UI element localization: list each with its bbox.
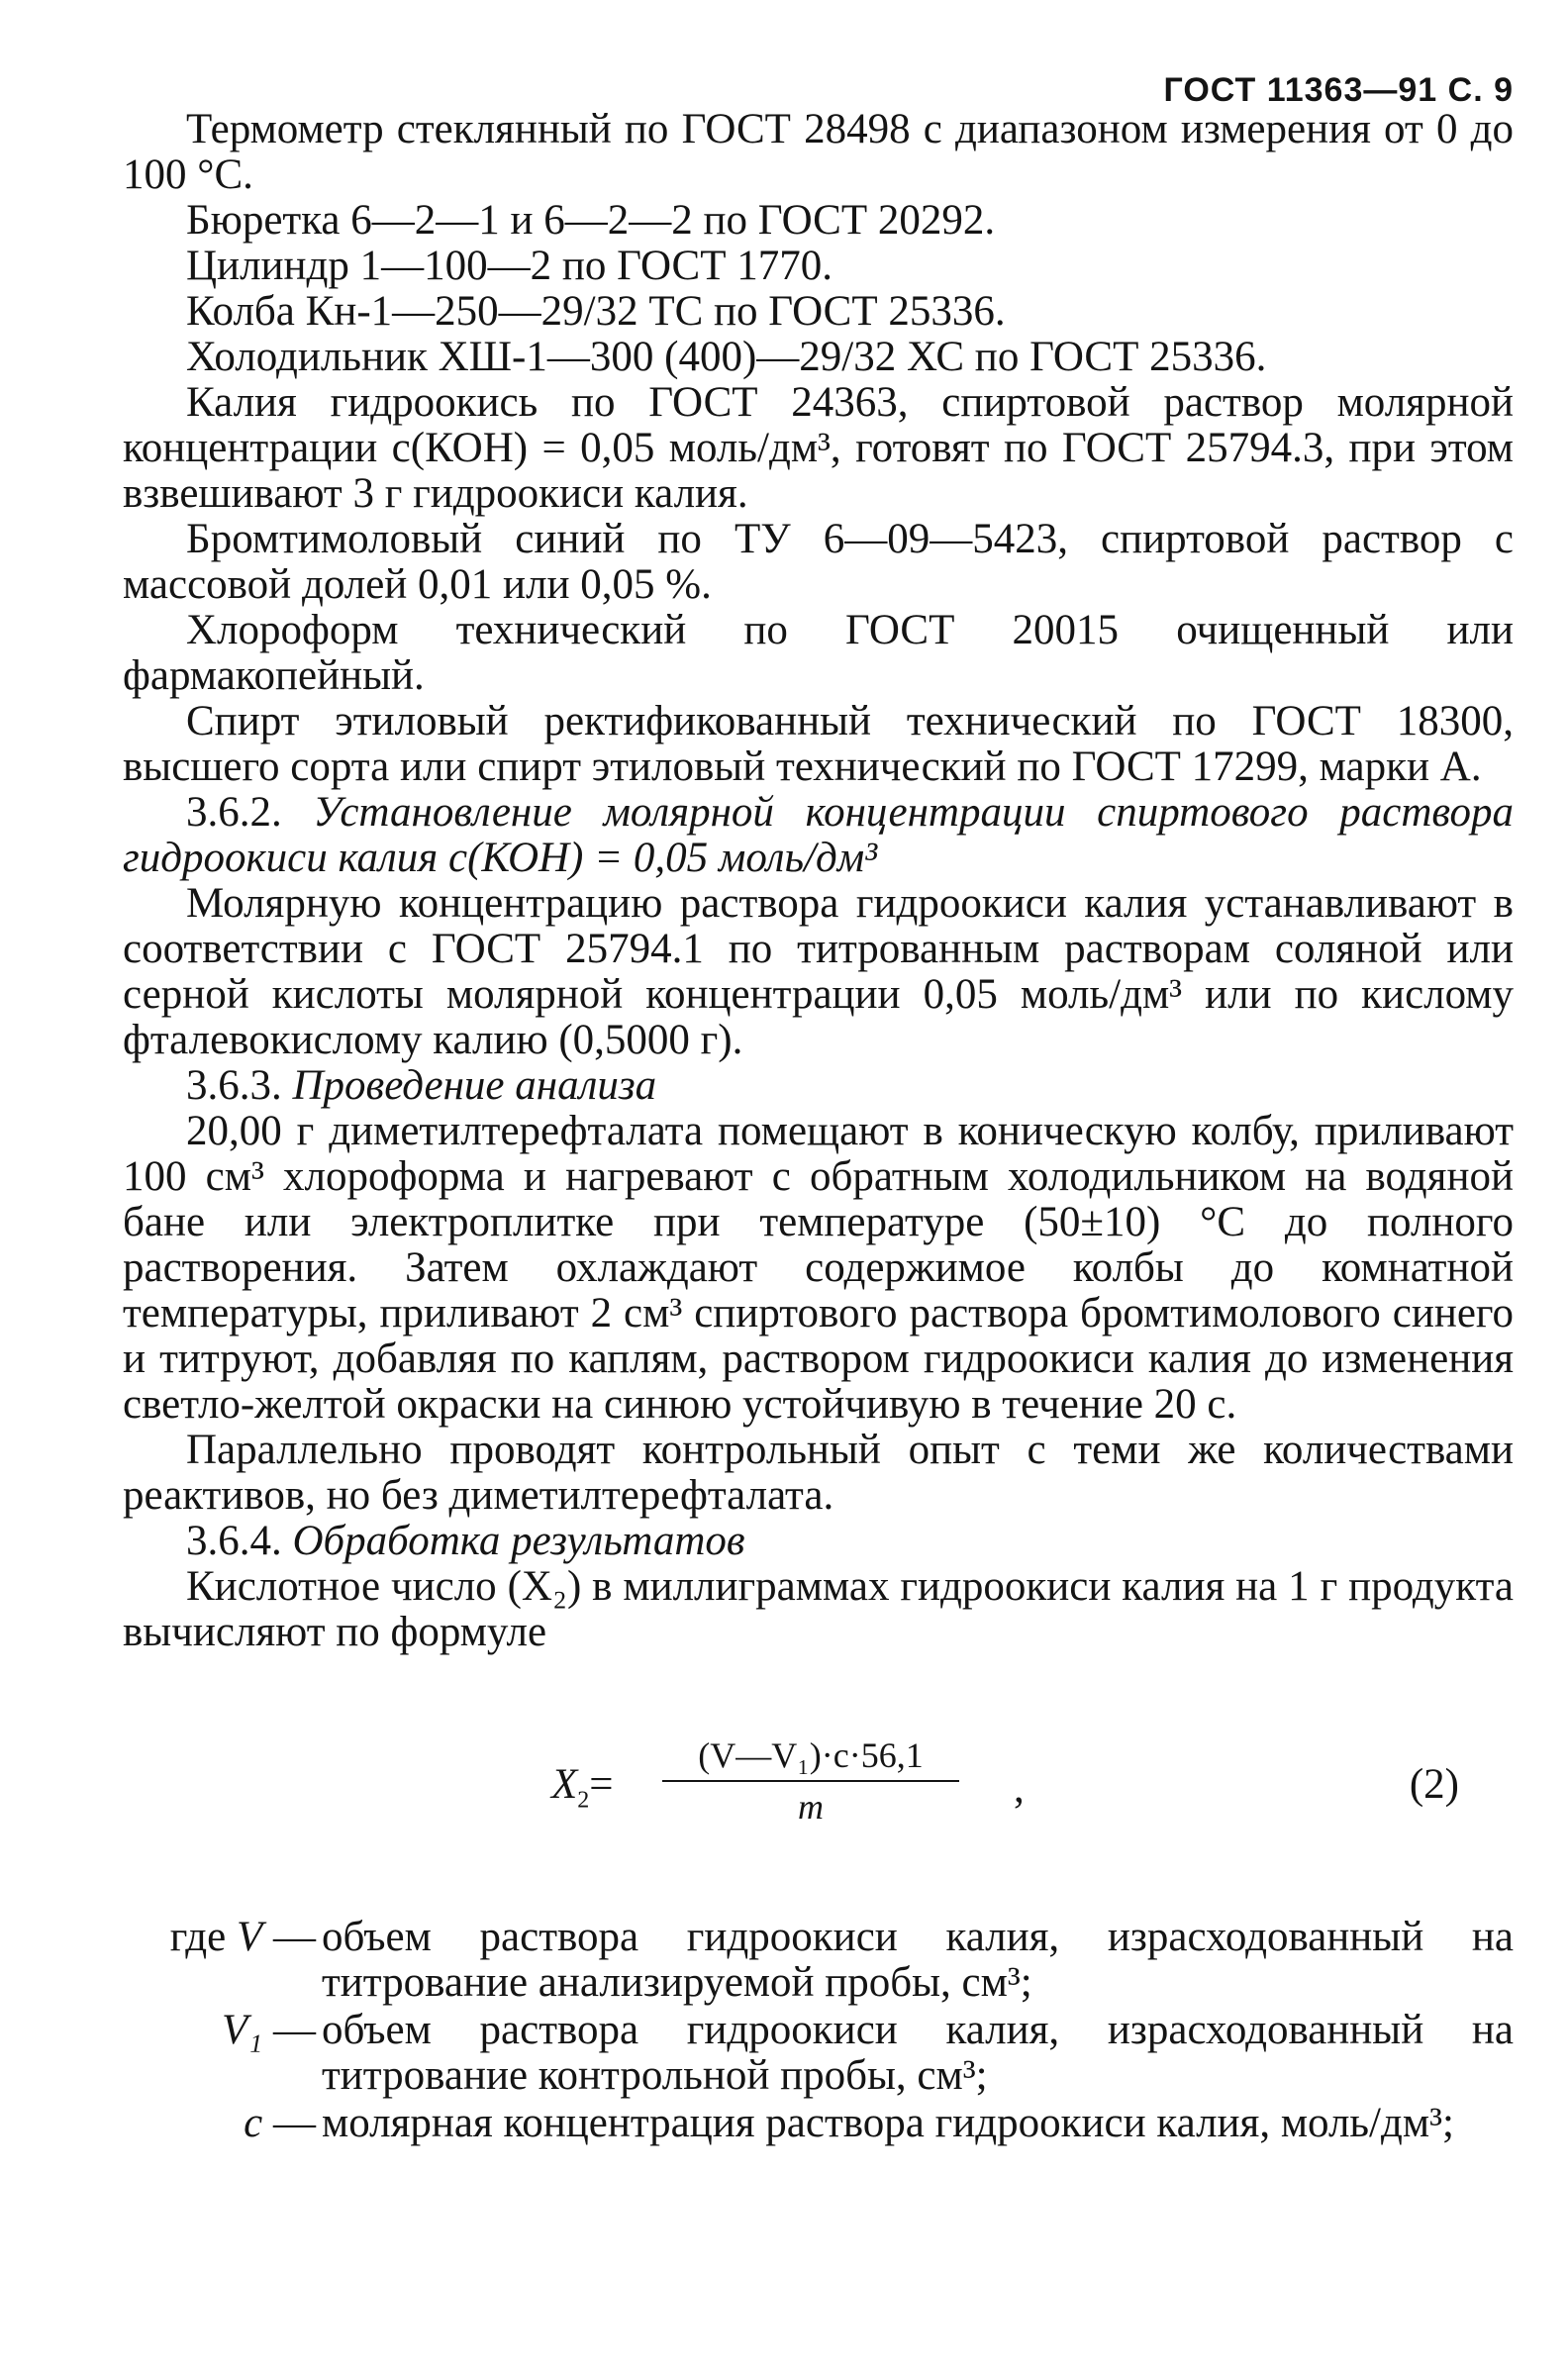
paragraph-acid-number: Кислотное число (X₂) в миллиграммах гидроокиси калия на 1 г продукта вычисляют по формуле xyxy=(123,1563,1514,1655)
page-header: ГОСТ 11363—91 С. 9 xyxy=(1163,71,1514,109)
formula-number: (2) xyxy=(1409,1761,1459,1808)
definition-item xyxy=(123,1915,1514,2006)
section-number: 3.6.4. xyxy=(186,1518,282,1564)
paragraph-condenser: Холодильник ХШ-1—300 (400)—29/32 ХС по ГОСТ 25336. xyxy=(186,334,1267,380)
section-3-6-3-heading xyxy=(123,1063,1514,1109)
section-number: 3.6.3. xyxy=(186,1062,282,1109)
definition-text: объем раствора гидроокиси калия, израсходованный на титрование контрольной пробы, см³; xyxy=(322,2007,1514,2099)
variable-definitions xyxy=(123,1915,1514,2146)
paragraph-chloroform: Хлороформ технический по ГОСТ 20015 очищенный или фармакопейный. xyxy=(123,607,1514,699)
definition-head: c — xyxy=(244,2100,316,2146)
section-title: Обработка результатов xyxy=(292,1518,745,1564)
paragraph-control-test: Параллельно проводят контрольный опыт с теми же количествами реактивов, но без диметилтерефталата. xyxy=(123,1427,1514,1519)
formula-comma: , xyxy=(1014,1765,1025,1812)
paragraph-ethanol: Спирт этиловый ректификованный технический по ГОСТ 18300, высшего сорта или спирт этиловый технический по ГОСТ 17299, марки А. xyxy=(123,698,1514,790)
paragraph-burette: Бюретка 6—2—1 и 6—2—2 по ГОСТ 20292. xyxy=(186,197,996,244)
paragraph-potassium-hydroxide: Калия гидроокись по ГОСТ 24363, спиртовой раствор молярной концентрации с(КОН) = 0,05 моль/дм³, готовят по ГОСТ 25794.3, при этом взвешивают 3 г гидроокиси калия. xyxy=(123,379,1514,517)
paragraph-cylinder: Цилиндр 1—100—2 по ГОСТ 1770. xyxy=(186,243,833,289)
paragraph-bromothymol-blue: Бромтимоловый синий по ТУ 6—09—5423, спиртовой раствор с массовой долей 0,01 или 0,05 %. xyxy=(123,516,1514,608)
formula-acid-number xyxy=(123,1734,1514,1883)
section-title: Установление молярной концентрации спиртового раствора гидроокиси калия с(КОН) = 0,05 моль/дм³ xyxy=(123,789,1514,881)
section-3-6-4-heading xyxy=(123,1519,1514,1564)
definition-head: V₁ — xyxy=(222,2007,316,2053)
definition-text: молярная концентрация раствора гидроокиси калия, моль/дм³; xyxy=(322,2100,1454,2146)
section-3-6-2-heading xyxy=(123,790,1514,881)
paragraph-flask: Колба Кн-1—250—29/32 ТС по ГОСТ 25336. xyxy=(186,288,1006,335)
paragraph-molar-concentration: Молярную концентрацию раствора гидроокиси калия устанавливают в соответствии с ГОСТ 25794.1 по титрованным растворам соляной или серной кислоты молярной концентрации 0,05 моль/дм³ или по кислому фталевокислому калию (0,5000 г). xyxy=(123,880,1514,1063)
paragraph-thermometer: Термометр стеклянный по ГОСТ 28498 с диапазоном измерения от 0 до 100 °С. xyxy=(123,106,1514,198)
document-body xyxy=(123,107,1514,2148)
definition-text: объем раствора гидроокиси калия, израсходованный на титрование анализируемой пробы, см³; xyxy=(322,1914,1514,2006)
definition-item xyxy=(123,2101,1514,2146)
paragraph-analysis-procedure: 20,00 г диметилтерефталата помещают в коническую колбу, приливают 100 см³ хлороформа и нагревают с обратным холодильником на водяной бане или электроплитке при температуре (50±10) °С до полного растворения. Затем охлаждают содержимое колбы до комнатной температуры, приливают 2 см³ спиртового раствора бромтимолового синего и титруют, добавляя по каплям, раствором гидроокиси калия до изменения светло-желтой окраски на синюю устойчивую в течение 20 с. xyxy=(123,1108,1514,1428)
section-title: Проведение анализа xyxy=(292,1062,657,1109)
section-number: 3.6.2. xyxy=(186,789,282,836)
fraction-bar xyxy=(662,1780,959,1782)
formula-numerator: (V—V₁)·c·56,1 xyxy=(698,1735,924,1775)
formula-denominator: m xyxy=(798,1787,824,1827)
formula-lhs: $X_2=$ xyxy=(551,1761,614,1814)
definition-item xyxy=(123,2008,1514,2099)
definition-head: где V — xyxy=(169,1914,316,1960)
